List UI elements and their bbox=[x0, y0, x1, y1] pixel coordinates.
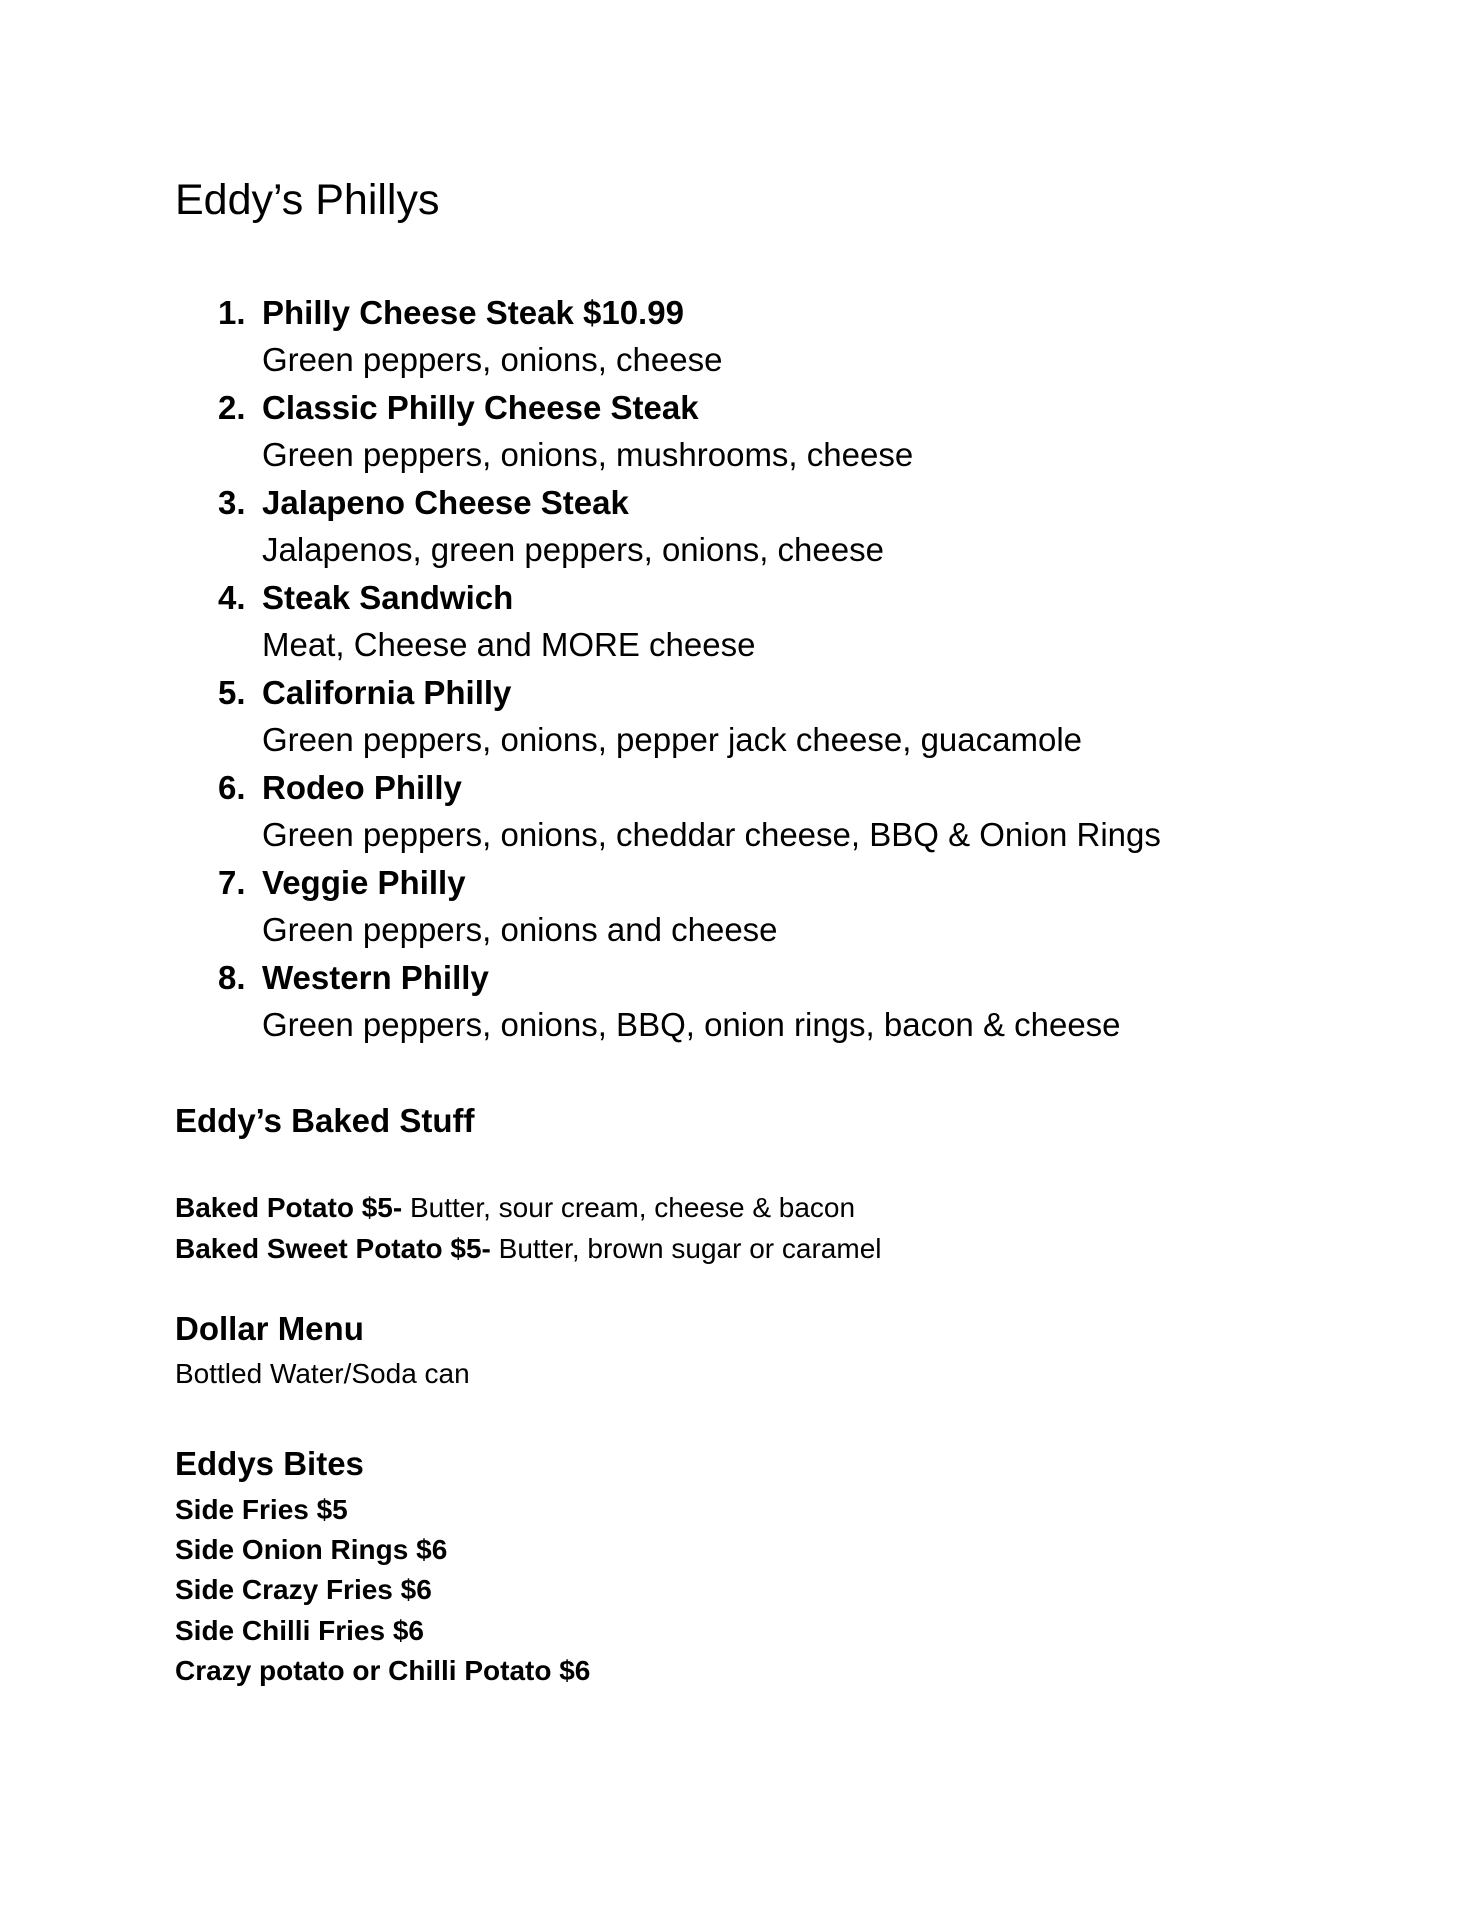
baked-item-description: Butter, sour cream, cheese & bacon bbox=[402, 1192, 856, 1223]
item-name: California Philly bbox=[262, 674, 512, 711]
item-number: 8. bbox=[218, 959, 246, 996]
baked-item-name: Baked Potato $5- bbox=[175, 1192, 403, 1223]
item-description: Green peppers, onions and cheese bbox=[262, 911, 778, 948]
item-number: 1. bbox=[218, 294, 246, 331]
list-item bbox=[175, 289, 1325, 384]
item-name: Steak Sandwich bbox=[262, 579, 514, 616]
item-number: 5. bbox=[218, 674, 246, 711]
bites-heading: Eddys Bites bbox=[175, 1445, 364, 1482]
item-description: Green peppers, onions, pepper jack cheese, guacamole bbox=[262, 721, 1083, 758]
baked-item-name: Baked Sweet Potato $5- bbox=[175, 1233, 491, 1264]
menu-title: Eddy’s Phillys bbox=[175, 176, 440, 224]
item-number: 4. bbox=[218, 579, 246, 616]
baked-item-description: Butter, brown sugar or caramel bbox=[490, 1233, 882, 1264]
bites-item: Side Onion Rings $6 bbox=[175, 1534, 448, 1565]
item-description: Meat, Cheese and MORE cheese bbox=[262, 626, 756, 663]
item-name: Jalapeno Cheese Steak bbox=[262, 484, 629, 521]
list-item bbox=[175, 954, 1325, 1049]
list-item bbox=[175, 479, 1325, 574]
baked-heading: Eddy’s Baked Stuff bbox=[175, 1102, 475, 1139]
bites-item: Side Fries $5 bbox=[175, 1494, 348, 1525]
item-name: Veggie Philly bbox=[262, 864, 466, 901]
item-name: Rodeo Philly bbox=[262, 769, 462, 806]
item-name: Classic Philly Cheese Steak bbox=[262, 389, 699, 426]
item-description: Green peppers, onions, cheese bbox=[262, 341, 723, 378]
list-item bbox=[175, 574, 1325, 669]
dollar-heading: Dollar Menu bbox=[175, 1310, 364, 1347]
item-description: Green peppers, onions, mushrooms, cheese bbox=[262, 436, 914, 473]
item-name: Philly Cheese Steak $10.99 bbox=[262, 294, 684, 331]
item-number: 3. bbox=[218, 484, 246, 521]
list-item bbox=[175, 669, 1325, 764]
baked-item bbox=[175, 1229, 882, 1269]
bites-item: Side Chilli Fries $6 bbox=[175, 1615, 424, 1646]
list-item bbox=[175, 859, 1325, 954]
bites-item: Side Crazy Fries $6 bbox=[175, 1574, 432, 1605]
list-item bbox=[175, 764, 1325, 859]
list-item bbox=[175, 384, 1325, 479]
item-number: 6. bbox=[218, 769, 246, 806]
item-number: 7. bbox=[218, 864, 246, 901]
item-description: Green peppers, onions, BBQ, onion rings, bacon & cheese bbox=[262, 1006, 1121, 1043]
item-name: Western Philly bbox=[262, 959, 489, 996]
phillys-list bbox=[175, 289, 1325, 1049]
item-description: Jalapenos, green peppers, onions, cheese bbox=[262, 531, 884, 568]
dollar-text: Bottled Water/Soda can bbox=[175, 1358, 470, 1389]
item-description: Green peppers, onions, cheddar cheese, BBQ & Onion Rings bbox=[262, 816, 1161, 853]
bites-item: Crazy potato or Chilli Potato $6 bbox=[175, 1655, 591, 1686]
item-number: 2. bbox=[218, 389, 246, 426]
baked-item bbox=[175, 1188, 855, 1228]
